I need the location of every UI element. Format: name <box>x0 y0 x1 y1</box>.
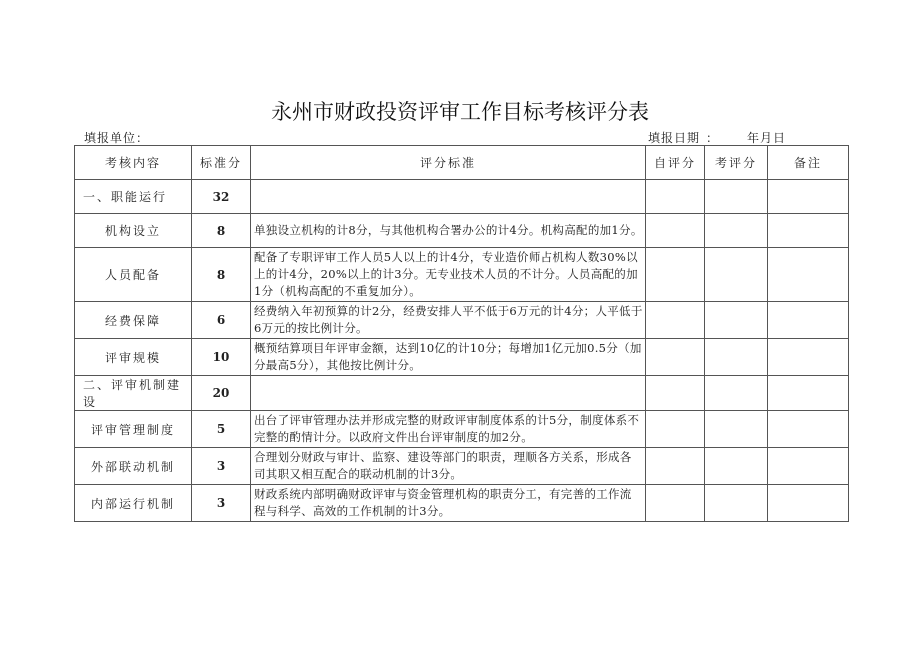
assessor-score-cell[interactable] <box>705 248 768 302</box>
col-header-standard-score: 标准分 <box>192 146 251 180</box>
fill-unit-label: 填报单位： <box>84 131 150 145</box>
fill-date-separator: ： <box>706 131 720 145</box>
remarks-cell[interactable] <box>768 214 849 248</box>
col-header-assessor-score: 考评分 <box>705 146 768 180</box>
row-item: 一、职能运行 <box>75 180 192 214</box>
row-item: 评审规模 <box>75 339 192 376</box>
table-row <box>75 448 849 485</box>
remarks-cell[interactable] <box>768 448 849 485</box>
row-score: 32 <box>192 180 251 214</box>
remarks-cell[interactable] <box>768 302 849 339</box>
self-score-cell[interactable] <box>646 248 705 302</box>
row-score: 8 <box>192 248 251 302</box>
self-score-cell[interactable] <box>646 376 705 411</box>
self-score-cell[interactable] <box>646 485 705 522</box>
row-score: 8 <box>192 214 251 248</box>
table-row <box>75 302 849 339</box>
remarks-cell[interactable] <box>768 485 849 522</box>
row-item: 经费保障 <box>75 302 192 339</box>
self-score-cell[interactable] <box>646 302 705 339</box>
row-criteria: 出台了评审管理办法并形成完整的财政评审制度体系的计5分，制度体系不完整的酌情计分。以政府文件出台评审制度的加2分。 <box>251 411 646 448</box>
assessor-score-cell[interactable] <box>705 485 768 522</box>
fill-date-label: 填报日期 <box>648 131 701 145</box>
self-score-cell[interactable] <box>646 339 705 376</box>
row-score: 3 <box>192 448 251 485</box>
table-row <box>75 485 849 522</box>
table-row <box>75 180 849 214</box>
remarks-cell[interactable] <box>768 339 849 376</box>
self-score-cell[interactable] <box>646 448 705 485</box>
col-header-content: 考核内容 <box>75 146 192 180</box>
fill-date <box>648 129 786 146</box>
assessor-score-cell[interactable] <box>705 302 768 339</box>
table-row <box>75 214 849 248</box>
self-score-cell[interactable] <box>646 411 705 448</box>
row-criteria: 单独设立机构的计8分，与其他机构合署办公的计4分。机构高配的加1分。 <box>251 214 646 248</box>
col-header-criteria: 评分标准 <box>251 146 646 180</box>
row-criteria: 合理划分财政与审计、监察、建设等部门的职责，理顺各方关系，形成各司其职又相互配合的联动机制的计3分。 <box>251 448 646 485</box>
assessor-score-cell[interactable] <box>705 214 768 248</box>
table-row <box>75 376 849 411</box>
self-score-cell[interactable] <box>646 180 705 214</box>
assessor-score-cell[interactable] <box>705 339 768 376</box>
row-score: 5 <box>192 411 251 448</box>
row-item: 外部联动机制 <box>75 448 192 485</box>
assessor-score-cell[interactable] <box>705 411 768 448</box>
remarks-cell[interactable] <box>768 248 849 302</box>
remarks-cell[interactable] <box>768 376 849 411</box>
table-row <box>75 339 849 376</box>
row-score: 3 <box>192 485 251 522</box>
col-header-remarks: 备注 <box>768 146 849 180</box>
row-item: 机构设立 <box>75 214 192 248</box>
page-title: 永州市财政投资评审工作目标考核评分表 <box>271 100 649 124</box>
row-item: 评审管理制度 <box>75 411 192 448</box>
remarks-cell[interactable] <box>768 411 849 448</box>
table-header-row <box>75 146 849 180</box>
row-criteria <box>251 180 646 214</box>
remarks-cell[interactable] <box>768 180 849 214</box>
row-criteria: 经费纳入年初预算的计2分，经费安排人平不低于6万元的计4分；人平低于6万元的按比例计分。 <box>251 302 646 339</box>
evaluation-table <box>74 145 849 522</box>
row-item: 人员配备 <box>75 248 192 302</box>
row-criteria: 配备了专职评审工作人员5人以上的计4分，专业造价师占机构人数30%以上的计4分，20%以上的计3分。无专业技术人员的不计分。人员高配的加1分（机构高配的不重复加分）。 <box>251 248 646 302</box>
row-item: 内部运行机制 <box>75 485 192 522</box>
row-score: 6 <box>192 302 251 339</box>
row-criteria: 财政系统内部明确财政评审与资金管理机构的职责分工，有完善的工作流程与科学、高效的工作机制的计3分。 <box>251 485 646 522</box>
assessor-score-cell[interactable] <box>705 376 768 411</box>
row-score: 20 <box>192 376 251 411</box>
table-row <box>75 411 849 448</box>
table-row <box>75 248 849 302</box>
assessor-score-cell[interactable] <box>705 448 768 485</box>
row-score: 10 <box>192 339 251 376</box>
assessor-score-cell[interactable] <box>705 180 768 214</box>
self-score-cell[interactable] <box>646 214 705 248</box>
row-item: 二、评审机制建设 <box>75 376 192 411</box>
col-header-self-score: 自评分 <box>646 146 705 180</box>
row-criteria <box>251 376 646 411</box>
row-criteria: 概预结算项目年评审金额，达到10亿的计10分；每增加1亿元加0.5分（加分最高5分），其他按比例计分。 <box>251 339 646 376</box>
fill-date-value: 年月日 <box>747 131 787 145</box>
